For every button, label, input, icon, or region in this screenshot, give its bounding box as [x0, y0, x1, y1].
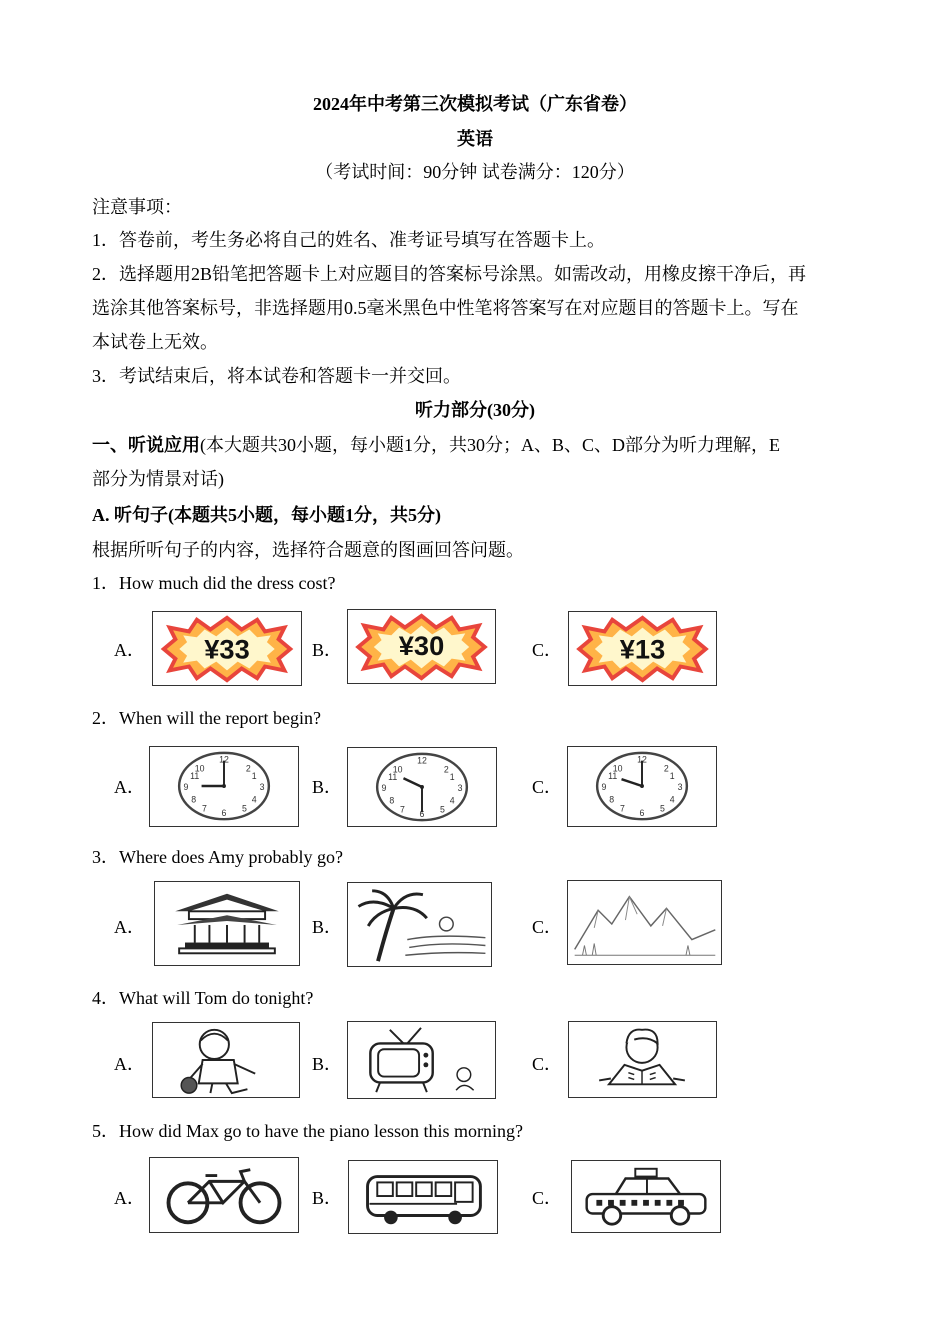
- svg-text:7: 7: [202, 803, 207, 814]
- svg-text:11: 11: [388, 772, 398, 783]
- svg-text:5: 5: [440, 804, 445, 815]
- taxi-icon: [572, 1161, 720, 1232]
- q1-option-c-image: [568, 611, 717, 686]
- exam-info: （考试时间：90分钟 试卷满分：120分）: [315, 162, 635, 182]
- note-item-2-line3: 本试卷上无效。: [92, 332, 218, 352]
- q5-option-c-image: [571, 1160, 721, 1233]
- question-1-text: 1．How much did the dress cost?: [92, 573, 336, 593]
- q5-option-b-label: B．: [312, 1188, 343, 1208]
- q1-option-b-label: B．: [312, 640, 343, 660]
- listening-part-title: 听力部分(30分): [415, 400, 535, 420]
- note-item-2-line1: 2．选择题用2B铅笔把答题卡上对应题目的答案标号涂黑。如需改动，用橡皮擦干净后，再: [92, 264, 807, 284]
- svg-text:3: 3: [259, 781, 265, 792]
- svg-text:10: 10: [612, 763, 623, 774]
- q1-option-a-label: A．: [114, 640, 145, 660]
- palace-icon: [155, 882, 299, 965]
- exam-title: 2024年中考第三次模拟考试（广东省卷）: [313, 94, 637, 114]
- price-burst-icon: [348, 610, 495, 683]
- q5-option-c-label: C．: [532, 1188, 563, 1208]
- q5-option-b-image: [348, 1160, 498, 1234]
- question-5-text: 5．How did Max go to have the piano lesson this morning?: [92, 1121, 523, 1141]
- svg-text:1: 1: [669, 771, 675, 782]
- svg-text:3: 3: [677, 781, 683, 792]
- notes-heading: 注意事项：: [92, 197, 182, 217]
- svg-text:11: 11: [190, 771, 200, 782]
- svg-text:12: 12: [417, 755, 427, 766]
- q2-option-a-image: [149, 746, 299, 827]
- svg-text:12: 12: [637, 754, 647, 765]
- svg-text:10: 10: [194, 763, 205, 774]
- q4-option-a-label: A．: [114, 1054, 145, 1074]
- q1b-price-text: ¥30: [398, 629, 445, 661]
- price-burst-icon: [569, 612, 716, 685]
- q5-option-a-image: [149, 1157, 299, 1233]
- question-2-text: 2．When will the report begin?: [92, 708, 321, 728]
- q2-option-a-label: A．: [114, 777, 145, 797]
- section1-description: (本大题共30小题，每小题1分，共30分；A、B、C、D部分为听力理解，E: [200, 435, 780, 455]
- svg-text:9: 9: [183, 781, 189, 792]
- q3-option-a-image: [154, 881, 300, 966]
- note-item-2-line2: 选涂其他答案标号，非选择题用0.5毫米黑色中性笔将答案写在对应题目的答题卡上。写在: [92, 298, 799, 318]
- svg-text:2: 2: [663, 763, 669, 774]
- svg-text:6: 6: [639, 808, 645, 819]
- q5-option-a-label: A．: [114, 1188, 145, 1208]
- svg-text:1: 1: [449, 772, 455, 783]
- svg-text:2: 2: [443, 764, 449, 775]
- q2-option-b-label: B．: [312, 777, 343, 797]
- svg-text:10: 10: [392, 764, 403, 775]
- q4-option-a-image: [152, 1022, 300, 1098]
- section1-heading: 一、听说应用: [92, 435, 200, 455]
- q1-option-a-image: [152, 611, 302, 686]
- q1-option-b-image: [347, 609, 496, 684]
- svg-text:5: 5: [660, 803, 665, 814]
- svg-text:6: 6: [419, 809, 425, 820]
- q3-option-c-label: C．: [532, 917, 563, 937]
- clock-icon: [150, 747, 298, 826]
- note-item-1: 1．答卷前，考生务必将自己的姓名、准考证号填写在答题卡上。: [92, 230, 605, 250]
- section1-line1: [92, 433, 780, 457]
- svg-text:5: 5: [242, 803, 247, 814]
- note-item-3: 3．考试结束后，将本试卷和答题卡一并交回。: [92, 366, 461, 386]
- q2-option-c-image: [567, 746, 717, 827]
- question-3-text: 3．Where does Amy probably go?: [92, 847, 343, 867]
- bus-icon: [349, 1161, 497, 1233]
- q1a-price-text: ¥33: [204, 633, 250, 665]
- q2-option-c-label: C．: [532, 777, 563, 797]
- clock-icon: [348, 748, 496, 826]
- svg-text:11: 11: [608, 771, 618, 782]
- q1-option-c-label: C．: [532, 640, 563, 660]
- q4-option-c-label: C．: [532, 1054, 563, 1074]
- svg-text:7: 7: [400, 804, 405, 815]
- q3-option-c-image: [567, 880, 722, 965]
- q4-option-c-image: [568, 1021, 717, 1098]
- clock-icon: [568, 747, 716, 826]
- svg-text:1: 1: [251, 771, 257, 782]
- svg-text:2: 2: [245, 763, 251, 774]
- palm-beach-icon: [348, 883, 491, 966]
- q2-option-b-image: [347, 747, 497, 827]
- svg-text:7: 7: [620, 803, 625, 814]
- mountains-icon: [568, 881, 721, 964]
- svg-text:9: 9: [601, 781, 607, 792]
- svg-text:9: 9: [381, 782, 387, 793]
- svg-text:3: 3: [457, 782, 463, 793]
- svg-text:8: 8: [191, 794, 197, 805]
- sectionA-instruction: 根据所听句子的内容，选择符合题意的图画回答问题。: [92, 540, 524, 560]
- svg-text:4: 4: [669, 794, 675, 805]
- svg-text:6: 6: [221, 808, 227, 819]
- bicycle-icon: [150, 1158, 298, 1232]
- svg-text:4: 4: [251, 794, 257, 805]
- q4-option-b-image: [347, 1021, 496, 1099]
- section1-line2: 部分为情景对话): [92, 469, 224, 489]
- q1c-price-text: ¥13: [619, 633, 666, 665]
- television-icon: [348, 1022, 495, 1098]
- svg-text:12: 12: [219, 754, 229, 765]
- svg-text:4: 4: [449, 795, 455, 806]
- q3-option-b-label: B．: [312, 917, 343, 937]
- question-4-text: 4．What will Tom do tonight?: [92, 988, 314, 1008]
- subject-title: 英语: [457, 129, 493, 149]
- reading-boy-icon: [569, 1022, 716, 1097]
- svg-text:8: 8: [609, 794, 615, 805]
- sectionA-title: A. 听句子(本题共5小题，每小题1分，共5分): [92, 505, 441, 525]
- price-burst-icon: [153, 612, 301, 685]
- q3-option-b-image: [347, 882, 492, 967]
- svg-text:8: 8: [389, 795, 395, 806]
- q4-option-b-label: B．: [312, 1054, 343, 1074]
- q3-option-a-label: A．: [114, 917, 145, 937]
- basketball-boy-icon: [153, 1023, 299, 1097]
